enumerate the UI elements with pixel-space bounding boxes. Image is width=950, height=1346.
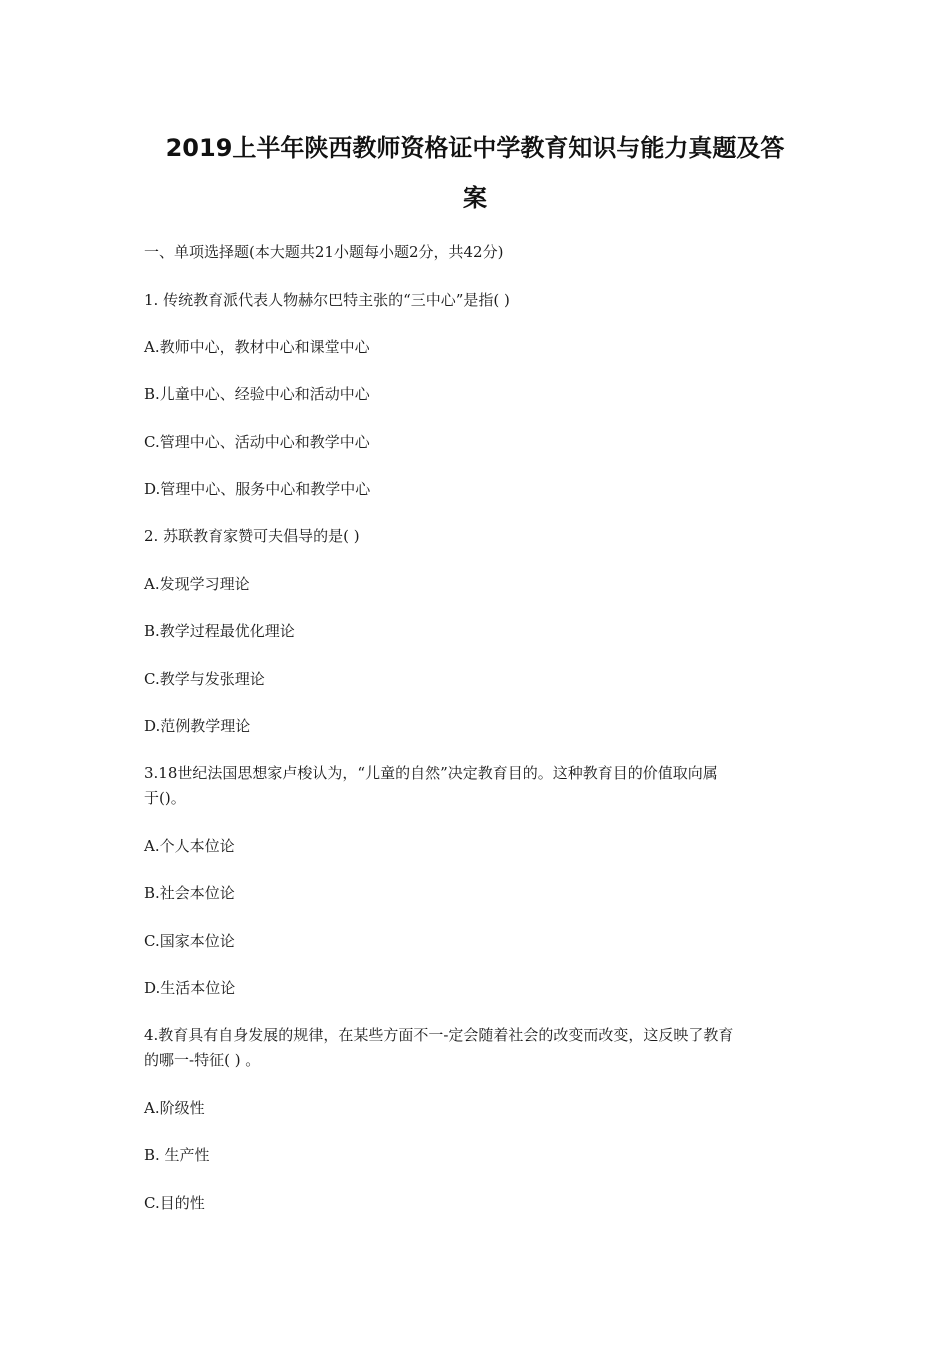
question-4-option-c: C.目的性 [144, 1194, 205, 1212]
question-3-option-b: B.社会本位论 [144, 884, 235, 902]
question-3-option-c: C.国家本位论 [144, 932, 235, 950]
question-2-option-d: D.范例教学理论 [144, 717, 251, 735]
question-4-stem-line-2: 的哪一-特征( ) 。 [144, 1051, 261, 1069]
document-title-line-2: 案 [463, 184, 487, 212]
document-title-line-1: 2019上半年陕西教师资格证中学教育知识与能力真题及答 [165, 134, 785, 162]
question-3-option-a: A.个人本位论 [144, 837, 235, 855]
question-1-option-d: D.管理中心、服务中心和教学中心 [144, 480, 371, 498]
question-1-option-c: C.管理中心、活动中心和教学中心 [144, 433, 370, 451]
question-2-option-a: A.发现学习理论 [144, 575, 250, 593]
question-4-option-b: B. 生产性 [144, 1146, 210, 1164]
question-2-option-c: C.教学与发张理论 [144, 670, 265, 688]
question-3-option-d: D.生活本位论 [144, 979, 236, 997]
question-4-stem-line-1: 4.教育具有自身发展的规律，在某些方面不一-定会随着社会的改变而改变，这反映了教育 [144, 1026, 734, 1044]
question-1-option-a: A.教师中心，教材中心和课堂中心 [144, 338, 370, 356]
question-2-stem: 2. 苏联教育家赞可夫倡导的是( ) [144, 527, 360, 545]
question-3-stem-line-2: 于()。 [144, 789, 186, 807]
question-2-option-b: B.教学过程最优化理论 [144, 622, 295, 640]
section-header: 一、单项选择题(本大题共21小题每小题2分，共42分) [144, 243, 504, 261]
question-1-stem: 1. 传统教育派代表人物赫尔巴特主张的“三中心”是指( ) [144, 291, 510, 309]
question-4-option-a: A.阶级性 [144, 1099, 205, 1117]
question-1-option-b: B.儿童中心、经验中心和活动中心 [144, 385, 370, 403]
question-3-stem-line-1: 3.18世纪法国思想家卢梭认为，“儿童的自然”决定教育目的。这种教育目的价值取向属 [144, 764, 718, 782]
